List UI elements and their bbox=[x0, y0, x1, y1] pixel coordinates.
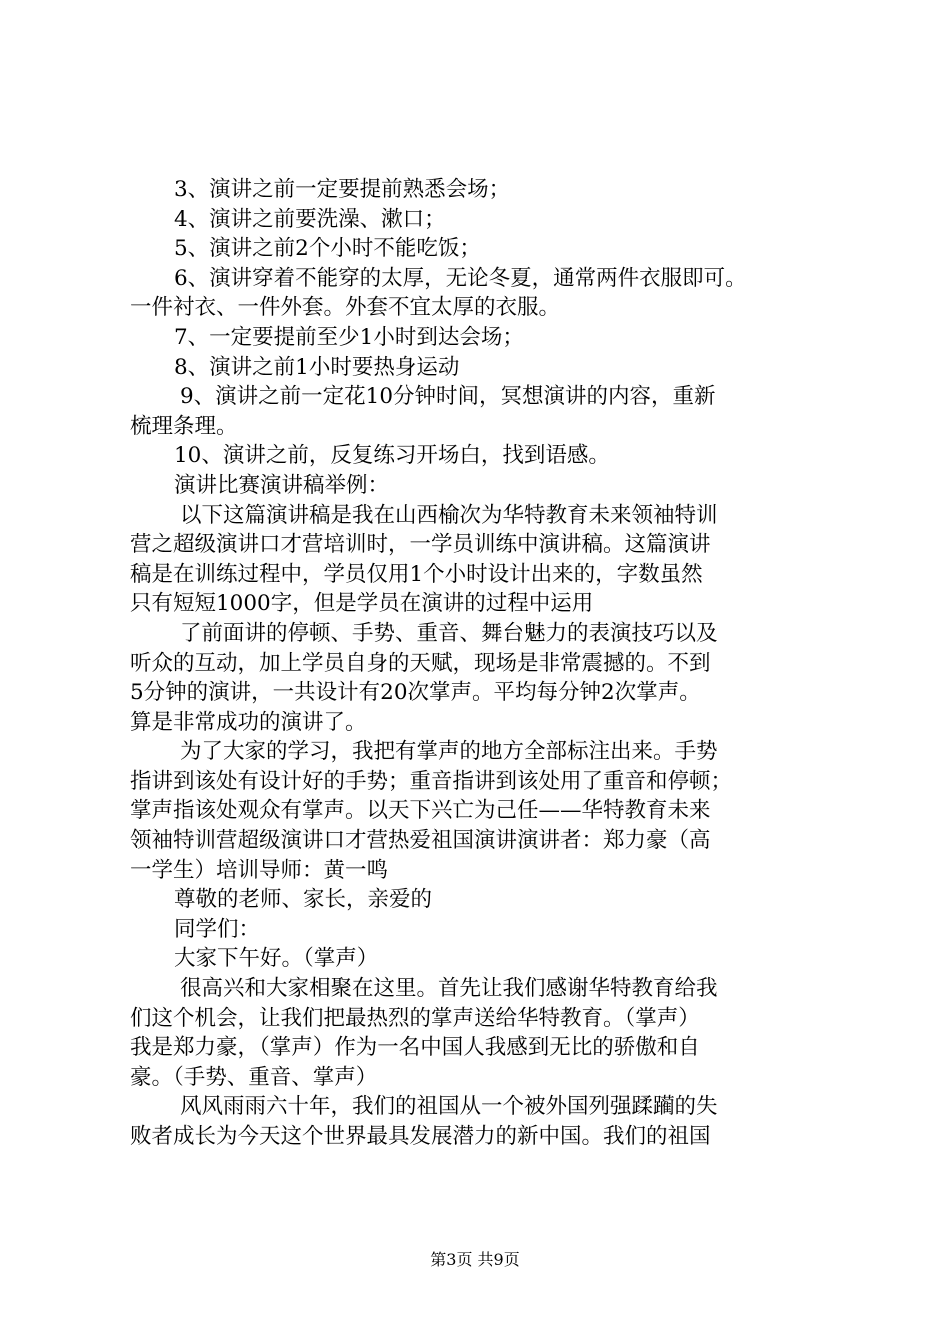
text-line: 以下这篇演讲稿是我在山西榆次为华特教育未来领袖特训 bbox=[180, 502, 718, 528]
document-body bbox=[130, 175, 845, 1152]
text-line: 领袖特训营超级演讲口才营热爱祖国演讲演讲者：郑力豪（高 bbox=[130, 828, 711, 854]
text-line: 败者成长为今天这个世界最具发展潜力的新中国。我们的祖国 bbox=[130, 1124, 711, 1149]
text-line: 5分钟的演讲，一共设计有20次掌声。平均每分钟2次掌声。 bbox=[130, 680, 701, 706]
text-line: 为了大家的学习，我把有掌声的地方全部标注出来。手势 bbox=[180, 739, 718, 765]
text-line: 指讲到该处有设计好的手势；重音指讲到该处用了重音和停顿； bbox=[130, 768, 733, 794]
text-line: 一件衬衣、一件外套。外套不宜太厚的衣服。 bbox=[130, 295, 561, 321]
text-line: 营之超级演讲口才营培训时，一学员训练中演讲稿。这篇演讲 bbox=[130, 532, 711, 558]
text-line: 4、演讲之前要洗澡、漱口； bbox=[174, 206, 446, 232]
text-line: 很高兴和大家相聚在这里。首先让我们感谢华特教育给我 bbox=[180, 976, 718, 1002]
text-line: 3、演讲之前一定要提前熟悉会场； bbox=[174, 177, 511, 202]
text-line: 9、演讲之前一定花10分钟时间，冥想演讲的内容，重新 bbox=[180, 384, 716, 410]
text-line: 只有短短1000字，但是学员在演讲的过程中运用 bbox=[130, 591, 594, 617]
text-line: 同学们： bbox=[174, 916, 261, 942]
text-line: 豪。（手势、重音、掌声） bbox=[130, 1064, 378, 1090]
text-line: 尊敬的老师、家长，亲爱的 bbox=[174, 887, 433, 913]
text-line: 稿是在训练过程中，学员仅用1个小时设计出来的，字数虽然 bbox=[130, 561, 703, 587]
page-footer: 第3页 共9页 bbox=[430, 1250, 520, 1269]
text-line: 掌声指该处观众有掌声。以天下兴亡为己任——华特教育未来 bbox=[130, 798, 711, 824]
text-line: 6、演讲穿着不能穿的太厚，无论冬夏，通常两件衣服即可。 bbox=[174, 265, 747, 291]
text-line: 听众的互动，加上学员自身的天赋，现场是非常震撼的。不到 bbox=[130, 650, 711, 676]
text-line: 5、演讲之前2个小时不能吃饭； bbox=[174, 236, 481, 262]
text-line: 梳理条理。 bbox=[130, 413, 238, 439]
text-line: 们这个机会，让我们把最热烈的掌声送给华特教育。（掌声） bbox=[130, 1005, 700, 1031]
text-line: 8、演讲之前1小时要热身运动 bbox=[174, 354, 460, 380]
text-line: 大家下午好。（掌声） bbox=[174, 946, 379, 972]
text-line: 风风雨雨六十年，我们的祖国从一个被外国列强蹂躏的失 bbox=[180, 1094, 718, 1120]
text-line: 一学生）培训导师：黄一鸣 bbox=[130, 857, 389, 883]
text-line: 演讲比赛演讲稿举例： bbox=[174, 472, 390, 498]
text-line: 10、演讲之前，反复练习开场白，找到语感。 bbox=[174, 443, 610, 469]
text-line: 算是非常成功的演讲了。 bbox=[130, 709, 367, 735]
text-line: 7、一定要提前至少1小时到达会场； bbox=[174, 324, 524, 350]
text-line: 我是郑力豪，（掌声）作为一名中国人我感到无比的骄傲和自 bbox=[130, 1035, 700, 1061]
text-line: 了前面讲的停顿、手势、重音、舞台魅力的表演技巧以及 bbox=[180, 620, 718, 646]
